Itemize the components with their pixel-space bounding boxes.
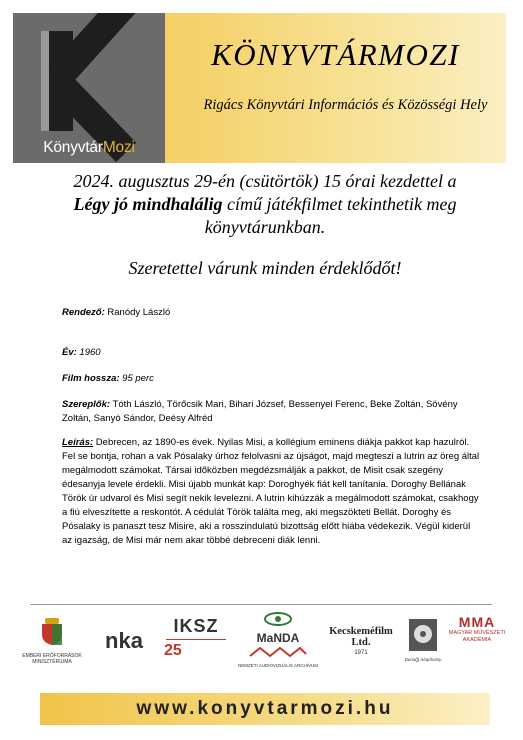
cast-value: Tóth László, Törőcsik Mari, Bihari József, Bessenyei Ferenc, Beke Zoltán, Sövény Zoltán, Sanyó Sándor, Deésy Alfréd bbox=[62, 399, 458, 424]
welcome-text: Szeretettel várunk minden érdeklődőt! bbox=[128, 258, 402, 278]
iksz-rule bbox=[166, 639, 226, 640]
page-title: KÖNYVTÁRMOZI bbox=[211, 37, 460, 72]
year-label: Év: bbox=[62, 347, 77, 358]
sponsor-kecskemetfilm bbox=[323, 626, 399, 656]
manda-text: MaNDA bbox=[256, 631, 300, 645]
film-reel-icon bbox=[408, 618, 438, 652]
logo-k-highlight bbox=[41, 31, 49, 131]
hungarian-coat-of-arms-icon bbox=[40, 618, 64, 646]
director-label: Rendező: bbox=[62, 307, 105, 318]
mma-text: MMA bbox=[458, 614, 496, 630]
sponsor-mma bbox=[448, 614, 506, 644]
logo-text-konyvtar: Könyvtár bbox=[43, 139, 103, 156]
sponsor-emmi bbox=[18, 618, 86, 665]
page-subtitle: Rigács Könyvtári Információs és Közösségi Hely bbox=[203, 97, 488, 113]
year-value: 1960 bbox=[76, 347, 101, 358]
description-value: Debrecen, az 1890-es évek. Nyilas Misi, a kollégium eminens diákja pakkot kap hazulról. Fel se bontja, rohan a vak Pósalaky úrhoz felolvasni az újságot, majd megteszi a lutrin az öreg által megálmodott számokat. Társai időközben megdézsmálják a pakkot, de Misit csak szegény édesanyja levele érdekli. Misi újabb munkát kap: Doroghyék fiát kell tanítania. Doroghy Bellának Török úr udvarol és Misi segít nekik levelezni. A lutrin kihúzzák a megálmodott számokat, csakhogy a fiú elveszítette a reskontót. A cédulát Török találta meg, aki megszökteti Bellát. Doroghy és Pósalaky is panaszt tesz Misire, aki a rosszindulatú bizottság előtt hiába védekezik. Végül kiderül az igazság, de Misi már nem akar többé debreceni diák lenni. bbox=[62, 437, 480, 546]
description-label: Leírás: bbox=[62, 437, 94, 448]
description-row bbox=[62, 436, 482, 548]
manda-zigzag-icon bbox=[248, 646, 308, 658]
sponsor-manda bbox=[238, 612, 318, 668]
cast-label: Szereplők: bbox=[62, 399, 111, 410]
konyvtarmozi-logo bbox=[13, 13, 165, 163]
announcement bbox=[55, 170, 475, 239]
manda-subtext: NEMZETI AUDIOVIZUÁLIS ARCHÍVUM bbox=[238, 663, 319, 668]
emmi-text: EMBERI ERŐFORRÁSOK MINISZTÉRIUMA bbox=[22, 653, 82, 665]
director-value: Ranódy László bbox=[104, 307, 171, 318]
logo-text-mozi: Mozi bbox=[102, 139, 135, 156]
footer-divider bbox=[30, 604, 492, 605]
eye-icon bbox=[263, 612, 293, 626]
length-label: Film hossza: bbox=[62, 373, 120, 384]
nka-text: nka bbox=[105, 628, 143, 653]
kecskemetfilm-year: 1971 bbox=[354, 650, 368, 656]
year-row bbox=[62, 346, 482, 360]
director-row bbox=[62, 306, 482, 320]
mma-subtext: MAGYAR MŰVÉSZETI AKADÉMIA bbox=[448, 630, 506, 643]
length-row bbox=[62, 372, 482, 386]
iksz-number: 25 bbox=[164, 642, 182, 659]
sponsor-iksz bbox=[160, 616, 232, 660]
sponsor-logos bbox=[18, 612, 508, 676]
announcement-rest: című játékfilmet tekinthetik meg könyvtárunkban. bbox=[204, 194, 457, 237]
website-link[interactable]: www.konyvtarmozi.hu bbox=[136, 698, 394, 719]
cast-row bbox=[62, 398, 482, 426]
sponsor-nka bbox=[96, 628, 152, 654]
length-value: 95 perc bbox=[119, 373, 154, 384]
iksz-text: IKSZ bbox=[173, 616, 219, 636]
sponsor-dunaj bbox=[403, 618, 443, 662]
kecskemetfilm-text: Kecskeméfilm Ltd. bbox=[329, 626, 393, 648]
logo-caption bbox=[13, 139, 165, 157]
announcement-date: 2024. augusztus 29-én (csütörtök) 15 órai kezdettel a bbox=[73, 171, 457, 191]
film-title: Légy jó mindhalálig bbox=[73, 194, 223, 214]
dunaj-text: Duna(j) Alapítvány bbox=[404, 657, 442, 662]
